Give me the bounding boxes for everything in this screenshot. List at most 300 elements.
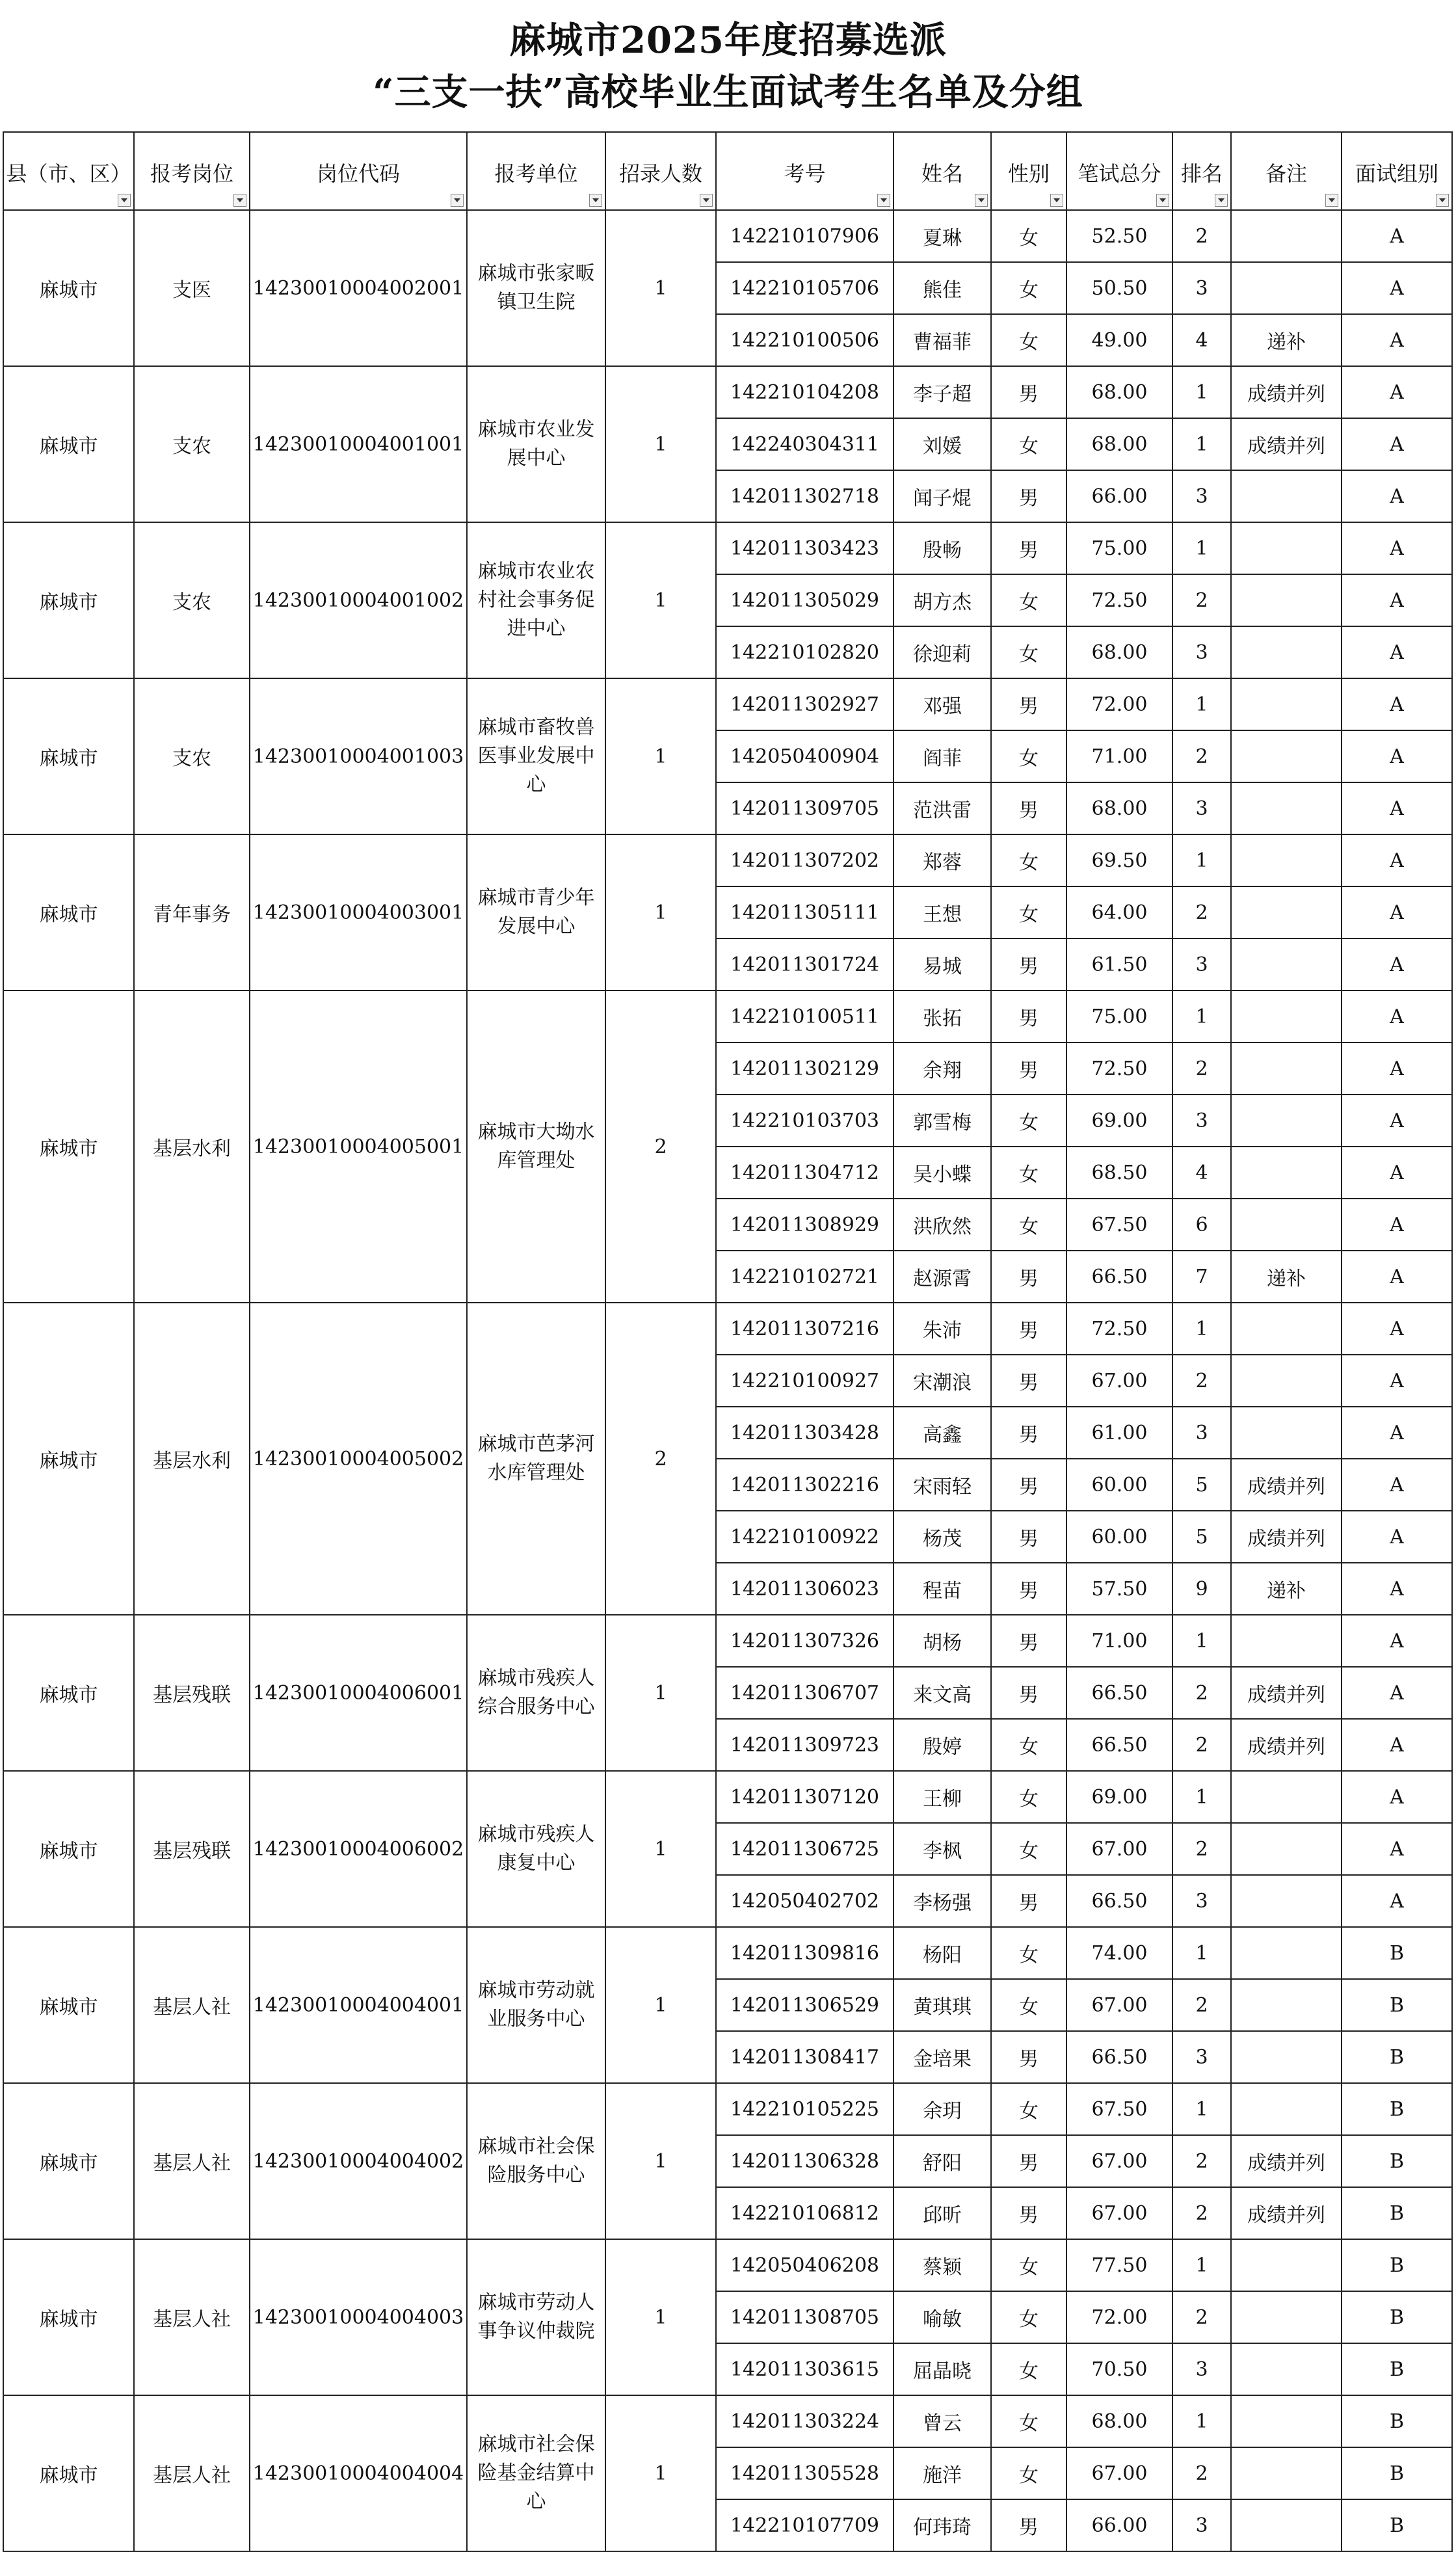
quota-cell: 1	[605, 522, 716, 678]
note-cell: 成绩并列	[1231, 1719, 1342, 1771]
group-cell: A	[1342, 938, 1452, 990]
quota-cell: 1	[605, 1615, 716, 1771]
filter-dropdown-icon[interactable]	[1215, 194, 1228, 207]
name-cell: 邓强	[893, 678, 991, 730]
rank-cell: 2	[1172, 210, 1231, 262]
sex-cell: 男	[991, 1355, 1066, 1407]
sex-cell: 女	[991, 1979, 1066, 2031]
sex-cell: 女	[991, 2343, 1066, 2395]
score-cell: 50.50	[1066, 262, 1172, 314]
sex-cell: 女	[991, 2447, 1066, 2499]
table-row	[3, 2239, 1452, 2291]
score-cell: 66.00	[1066, 470, 1172, 522]
score-cell: 60.00	[1066, 1459, 1172, 1511]
note-cell	[1231, 2499, 1342, 2551]
post-cell: 基层人社	[134, 1927, 250, 2083]
exam-id-cell: 142011307120	[716, 1771, 893, 1823]
group-cell: A	[1342, 1303, 1452, 1355]
score-cell: 71.00	[1066, 730, 1172, 782]
name-cell: 来文高	[893, 1667, 991, 1719]
rank-cell: 2	[1172, 886, 1231, 938]
name-cell: 赵源霄	[893, 1251, 991, 1303]
note-cell	[1231, 678, 1342, 730]
sex-cell: 女	[991, 262, 1066, 314]
name-cell: 蔡颖	[893, 2239, 991, 2291]
note-cell	[1231, 210, 1342, 262]
table-row	[3, 2395, 1452, 2447]
county-cell: 麻城市	[3, 1927, 134, 2083]
filter-dropdown-icon[interactable]	[700, 194, 713, 207]
group-cell: A	[1342, 1875, 1452, 1927]
name-cell: 宋雨轻	[893, 1459, 991, 1511]
note-cell	[1231, 626, 1342, 678]
note-cell: 递补	[1231, 1563, 1342, 1615]
rank-cell: 3	[1172, 782, 1231, 834]
sex-cell: 男	[991, 1459, 1066, 1511]
candidate-table	[3, 131, 1453, 2552]
group-cell: A	[1342, 834, 1452, 886]
exam-id-cell: 142011305029	[716, 574, 893, 626]
note-cell	[1231, 1771, 1342, 1823]
rank-cell: 3	[1172, 626, 1231, 678]
header-code	[250, 132, 467, 210]
code-cell: 14230010004001002	[250, 522, 467, 678]
note-cell: 成绩并列	[1231, 1459, 1342, 1511]
name-cell: 余玥	[893, 2083, 991, 2135]
name-cell: 黄琪琪	[893, 1979, 991, 2031]
name-cell: 王柳	[893, 1771, 991, 1823]
filter-dropdown-icon[interactable]	[1325, 194, 1338, 207]
group-cell: A	[1342, 1355, 1452, 1407]
note-cell	[1231, 2447, 1342, 2499]
note-cell	[1231, 1043, 1342, 1095]
name-cell: 高鑫	[893, 1407, 991, 1459]
quota-cell: 2	[605, 990, 716, 1303]
group-cell: A	[1342, 1095, 1452, 1147]
exam-id-cell: 142011301724	[716, 938, 893, 990]
name-cell: 王想	[893, 886, 991, 938]
note-cell	[1231, 262, 1342, 314]
exam-id-cell: 142011302718	[716, 470, 893, 522]
name-cell: 曾云	[893, 2395, 991, 2447]
sex-cell: 男	[991, 678, 1066, 730]
score-cell: 49.00	[1066, 314, 1172, 366]
note-cell	[1231, 886, 1342, 938]
exam-id-cell: 142011303615	[716, 2343, 893, 2395]
name-cell: 施洋	[893, 2447, 991, 2499]
exam-id-cell: 142011302129	[716, 1043, 893, 1095]
sex-cell: 男	[991, 1251, 1066, 1303]
quota-cell: 1	[605, 678, 716, 834]
name-cell: 熊佳	[893, 262, 991, 314]
header-name	[893, 132, 991, 210]
exam-id-cell: 142011309816	[716, 1927, 893, 1979]
post-cell: 支农	[134, 366, 250, 522]
group-cell: A	[1342, 1147, 1452, 1199]
filter-dropdown-icon[interactable]	[118, 194, 131, 207]
name-cell: 阎菲	[893, 730, 991, 782]
score-cell: 67.00	[1066, 2447, 1172, 2499]
sex-cell: 女	[991, 2395, 1066, 2447]
score-cell: 69.50	[1066, 834, 1172, 886]
county-cell: 麻城市	[3, 210, 134, 366]
table-body	[3, 210, 1452, 2551]
name-cell: 何玮琦	[893, 2499, 991, 2551]
sex-cell: 男	[991, 2499, 1066, 2551]
sex-cell: 男	[991, 1043, 1066, 1095]
score-cell: 68.50	[1066, 1147, 1172, 1199]
score-cell: 67.00	[1066, 1823, 1172, 1875]
exam-id-cell: 142050402702	[716, 1875, 893, 1927]
name-cell: 杨阳	[893, 1927, 991, 1979]
rank-cell: 1	[1172, 990, 1231, 1043]
group-cell: B	[1342, 2031, 1452, 2083]
county-cell: 麻城市	[3, 2395, 134, 2551]
exam-id-cell: 142210102820	[716, 626, 893, 678]
sex-cell: 女	[991, 1719, 1066, 1771]
code-cell: 14230010004002001	[250, 210, 467, 366]
exam-id-cell: 142050400904	[716, 730, 893, 782]
table-row	[3, 366, 1452, 418]
quota-cell: 1	[605, 2083, 716, 2239]
exam-id-cell: 142011308417	[716, 2031, 893, 2083]
rank-cell: 2	[1172, 1823, 1231, 1875]
rank-cell: 9	[1172, 1563, 1231, 1615]
unit-cell: 麻城市张家畈镇卫生院	[467, 210, 605, 366]
group-cell: A	[1342, 522, 1452, 574]
group-cell: A	[1342, 470, 1452, 522]
rank-cell: 1	[1172, 2239, 1231, 2291]
name-cell: 徐迎莉	[893, 626, 991, 678]
header-label: 考号	[784, 161, 826, 186]
score-cell: 68.00	[1066, 782, 1172, 834]
exam-id-cell: 142011309705	[716, 782, 893, 834]
code-cell: 14230010004004002	[250, 2083, 467, 2239]
exam-id-cell: 142210107906	[716, 210, 893, 262]
sex-cell: 女	[991, 1147, 1066, 1199]
group-cell: B	[1342, 2395, 1452, 2447]
exam-id-cell: 142050406208	[716, 2239, 893, 2291]
score-cell: 69.00	[1066, 1771, 1172, 1823]
quota-cell: 1	[605, 366, 716, 522]
header-label: 面试组别	[1355, 161, 1438, 186]
header-rank	[1172, 132, 1231, 210]
filter-dropdown-icon[interactable]	[451, 194, 464, 207]
score-cell: 71.00	[1066, 1615, 1172, 1667]
group-cell: A	[1342, 782, 1452, 834]
group-cell: A	[1342, 210, 1452, 262]
table-row	[3, 1927, 1452, 1979]
rank-cell: 2	[1172, 730, 1231, 782]
group-cell: A	[1342, 1251, 1452, 1303]
score-cell: 66.50	[1066, 1667, 1172, 1719]
code-cell: 14230010004001003	[250, 678, 467, 834]
note-cell	[1231, 1875, 1342, 1927]
group-cell: A	[1342, 990, 1452, 1043]
header-note	[1231, 132, 1342, 210]
name-cell: 朱沛	[893, 1303, 991, 1355]
sex-cell: 女	[991, 574, 1066, 626]
rank-cell: 1	[1172, 1303, 1231, 1355]
table-row	[3, 1615, 1452, 1667]
table-row	[3, 678, 1452, 730]
sex-cell: 男	[991, 2187, 1066, 2239]
exam-id-cell: 142210107709	[716, 2499, 893, 2551]
group-cell: A	[1342, 1615, 1452, 1667]
note-cell	[1231, 2395, 1342, 2447]
rank-cell: 2	[1172, 1043, 1231, 1095]
unit-cell: 麻城市农业发展中心	[467, 366, 605, 522]
exam-id-cell: 142011306328	[716, 2135, 893, 2187]
rank-cell: 1	[1172, 834, 1231, 886]
rank-cell: 1	[1172, 678, 1231, 730]
filter-dropdown-icon[interactable]	[1436, 194, 1449, 207]
county-cell: 麻城市	[3, 1771, 134, 1927]
sex-cell: 女	[991, 626, 1066, 678]
sex-cell: 男	[991, 366, 1066, 418]
county-cell: 麻城市	[3, 678, 134, 834]
post-cell: 基层水利	[134, 1303, 250, 1615]
post-cell: 基层残联	[134, 1771, 250, 1927]
county-cell: 麻城市	[3, 2239, 134, 2395]
score-cell: 67.50	[1066, 1199, 1172, 1251]
note-cell: 递补	[1231, 1251, 1342, 1303]
name-cell: 喻敏	[893, 2291, 991, 2343]
rank-cell: 3	[1172, 2031, 1231, 2083]
name-cell: 郭雪梅	[893, 1095, 991, 1147]
score-cell: 74.00	[1066, 1927, 1172, 1979]
filter-dropdown-icon[interactable]	[1156, 194, 1169, 207]
quota-cell: 1	[605, 2395, 716, 2551]
code-cell: 14230010004006001	[250, 1615, 467, 1771]
rank-cell: 5	[1172, 1459, 1231, 1511]
group-cell: A	[1342, 314, 1452, 366]
score-cell: 72.00	[1066, 2291, 1172, 2343]
filter-dropdown-icon[interactable]	[233, 194, 246, 207]
score-cell: 70.50	[1066, 2343, 1172, 2395]
group-cell: B	[1342, 1979, 1452, 2031]
unit-cell: 麻城市残疾人综合服务中心	[467, 1615, 605, 1771]
rank-cell: 3	[1172, 1407, 1231, 1459]
sex-cell: 男	[991, 1511, 1066, 1563]
quota-cell: 1	[605, 834, 716, 990]
exam-id-cell: 142011307216	[716, 1303, 893, 1355]
post-cell: 基层人社	[134, 2395, 250, 2551]
name-cell: 李子超	[893, 366, 991, 418]
group-cell: A	[1342, 574, 1452, 626]
name-cell: 曹福菲	[893, 314, 991, 366]
group-cell: B	[1342, 2187, 1452, 2239]
score-cell: 66.00	[1066, 2499, 1172, 2551]
exam-id-cell: 142011306529	[716, 1979, 893, 2031]
score-cell: 67.00	[1066, 1355, 1172, 1407]
name-cell: 洪欣然	[893, 1199, 991, 1251]
sex-cell: 男	[991, 1667, 1066, 1719]
group-cell: A	[1342, 1667, 1452, 1719]
rank-cell: 1	[1172, 418, 1231, 470]
score-cell: 66.50	[1066, 1875, 1172, 1927]
header-label: 报考岗位	[150, 161, 233, 186]
unit-cell: 麻城市畜牧兽医事业发展中心	[467, 678, 605, 834]
rank-cell: 6	[1172, 1199, 1231, 1251]
filter-dropdown-icon[interactable]	[1050, 194, 1063, 207]
name-cell: 程苗	[893, 1563, 991, 1615]
exam-id-cell: 142011303428	[716, 1407, 893, 1459]
header-county	[3, 132, 134, 210]
note-cell	[1231, 1979, 1342, 2031]
sex-cell: 男	[991, 2031, 1066, 2083]
score-cell: 72.50	[1066, 1303, 1172, 1355]
unit-cell: 麻城市芭茅河水库管理处	[467, 1303, 605, 1615]
sex-cell: 男	[991, 470, 1066, 522]
score-cell: 61.50	[1066, 938, 1172, 990]
header-label: 性别	[1007, 161, 1050, 186]
score-cell: 72.50	[1066, 1043, 1172, 1095]
name-cell: 李枫	[893, 1823, 991, 1875]
post-cell: 基层残联	[134, 1615, 250, 1771]
filter-dropdown-icon[interactable]	[877, 194, 890, 207]
unit-cell: 麻城市劳动人事争议仲裁院	[467, 2239, 605, 2395]
note-cell	[1231, 1407, 1342, 1459]
header-post	[134, 132, 250, 210]
note-cell	[1231, 990, 1342, 1043]
sex-cell: 女	[991, 886, 1066, 938]
note-cell: 成绩并列	[1231, 366, 1342, 418]
score-cell: 68.00	[1066, 2395, 1172, 2447]
group-cell: B	[1342, 2499, 1452, 2551]
sex-cell: 男	[991, 1407, 1066, 1459]
quota-cell: 1	[605, 1927, 716, 2083]
score-cell: 67.00	[1066, 2187, 1172, 2239]
rank-cell: 2	[1172, 1719, 1231, 1771]
score-cell: 67.00	[1066, 2135, 1172, 2187]
sex-cell: 男	[991, 1875, 1066, 1927]
header-row	[3, 132, 1452, 210]
rank-cell: 1	[1172, 1771, 1231, 1823]
name-cell: 胡杨	[893, 1615, 991, 1667]
group-cell: A	[1342, 1407, 1452, 1459]
post-cell: 基层水利	[134, 990, 250, 1303]
header-quota	[605, 132, 716, 210]
code-cell: 14230010004005002	[250, 1303, 467, 1615]
group-cell: B	[1342, 1927, 1452, 1979]
exam-id-cell: 142011306725	[716, 1823, 893, 1875]
exam-id-cell: 142011305111	[716, 886, 893, 938]
score-cell: 72.00	[1066, 678, 1172, 730]
note-cell	[1231, 522, 1342, 574]
rank-cell: 2	[1172, 1979, 1231, 2031]
exam-id-cell: 142011306023	[716, 1563, 893, 1615]
name-cell: 范洪雷	[893, 782, 991, 834]
rank-cell: 3	[1172, 2343, 1231, 2395]
note-cell	[1231, 2031, 1342, 2083]
table-row	[3, 834, 1452, 886]
note-cell	[1231, 1823, 1342, 1875]
table-row	[3, 1303, 1452, 1355]
exam-id-cell: 142011307202	[716, 834, 893, 886]
name-cell: 余翔	[893, 1043, 991, 1095]
exam-id-cell: 142011302216	[716, 1459, 893, 1511]
name-cell: 易城	[893, 938, 991, 990]
rank-cell: 2	[1172, 2187, 1231, 2239]
score-cell: 68.00	[1066, 626, 1172, 678]
name-cell: 张拓	[893, 990, 991, 1043]
sex-cell: 女	[991, 730, 1066, 782]
header-label: 招录人数	[618, 161, 702, 186]
county-cell: 麻城市	[3, 1303, 134, 1615]
name-cell: 郑蓉	[893, 834, 991, 886]
score-cell: 60.00	[1066, 1511, 1172, 1563]
table-row	[3, 210, 1452, 262]
note-cell	[1231, 2291, 1342, 2343]
rank-cell: 3	[1172, 938, 1231, 990]
county-cell: 麻城市	[3, 2083, 134, 2239]
name-cell: 吴小蝶	[893, 1147, 991, 1199]
county-cell: 麻城市	[3, 522, 134, 678]
exam-id-cell: 142011306707	[716, 1667, 893, 1719]
note-cell	[1231, 2239, 1342, 2291]
post-cell: 基层人社	[134, 2083, 250, 2239]
note-cell	[1231, 834, 1342, 886]
note-cell	[1231, 938, 1342, 990]
sex-cell: 女	[991, 1199, 1066, 1251]
table-row	[3, 1771, 1452, 1823]
filter-dropdown-icon[interactable]	[589, 194, 602, 207]
group-cell: A	[1342, 886, 1452, 938]
header-label: 备注	[1265, 161, 1307, 186]
group-cell: A	[1342, 366, 1452, 418]
code-cell: 14230010004006002	[250, 1771, 467, 1927]
sex-cell: 男	[991, 990, 1066, 1043]
county-cell: 麻城市	[3, 990, 134, 1303]
sex-cell: 女	[991, 2239, 1066, 2291]
rank-cell: 2	[1172, 1355, 1231, 1407]
sex-cell: 女	[991, 1095, 1066, 1147]
note-cell: 成绩并列	[1231, 2135, 1342, 2187]
sex-cell: 男	[991, 782, 1066, 834]
note-cell: 成绩并列	[1231, 1667, 1342, 1719]
note-cell	[1231, 1199, 1342, 1251]
exam-id-cell: 142011304712	[716, 1147, 893, 1199]
quota-cell: 1	[605, 2239, 716, 2395]
name-cell: 殷畅	[893, 522, 991, 574]
sex-cell: 女	[991, 1927, 1066, 1979]
exam-id-cell: 142210102721	[716, 1251, 893, 1303]
table-row	[3, 2083, 1452, 2135]
group-cell: A	[1342, 1823, 1452, 1875]
sex-cell: 女	[991, 314, 1066, 366]
group-cell: B	[1342, 2291, 1452, 2343]
post-cell: 支医	[134, 210, 250, 366]
group-cell: A	[1342, 678, 1452, 730]
group-cell: A	[1342, 1459, 1452, 1511]
exam-id-cell: 142011309723	[716, 1719, 893, 1771]
exam-id-cell: 142011308929	[716, 1199, 893, 1251]
exam-id-cell: 142210103703	[716, 1095, 893, 1147]
table-row	[3, 522, 1452, 574]
filter-dropdown-icon[interactable]	[975, 194, 988, 207]
score-cell: 57.50	[1066, 1563, 1172, 1615]
note-cell	[1231, 1303, 1342, 1355]
exam-id-cell: 142210100506	[716, 314, 893, 366]
rank-cell: 1	[1172, 1927, 1231, 1979]
exam-id-cell: 142240304311	[716, 418, 893, 470]
unit-cell: 麻城市社会保险基金结算中心	[467, 2395, 605, 2551]
rank-cell: 2	[1172, 1667, 1231, 1719]
rank-cell: 3	[1172, 1875, 1231, 1927]
unit-cell: 麻城市劳动就业服务中心	[467, 1927, 605, 2083]
unit-cell: 麻城市社会保险服务中心	[467, 2083, 605, 2239]
